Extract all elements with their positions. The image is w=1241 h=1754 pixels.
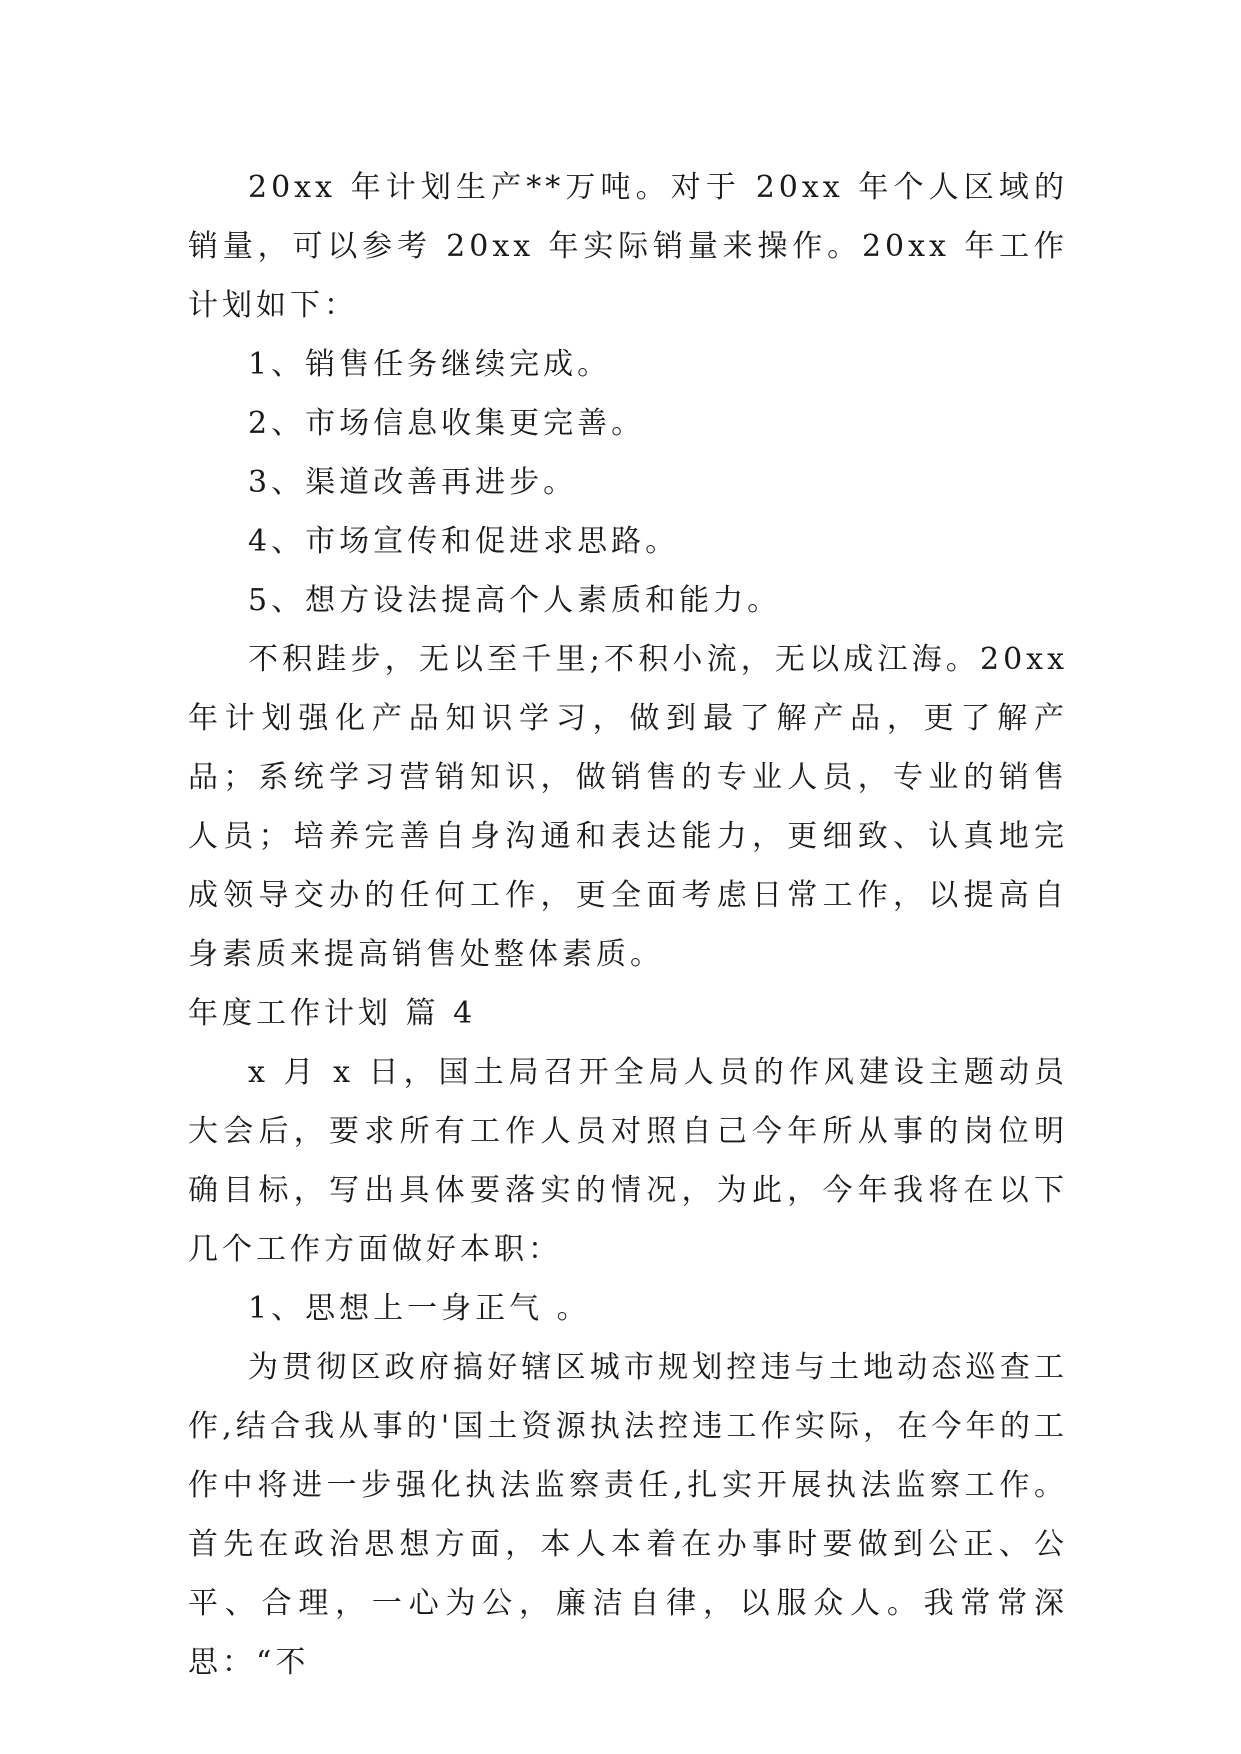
- paragraph-enforcement: 为贯彻区政府搞好辖区城市规划控违与土地动态巡查工作,结合我从事的'国土资源执法控违工作实际，在今年的工作中将进一步强化执法监察责任,扎实开展执法监察工作。首先在政治思想方面，本人本着在办事时要做到公正、公平、合理，一心为公，廉洁自律，以服众人。我常常深思：“不: [188, 1350, 1068, 1680]
- list-item-ideology: 1、思想上一身正气 。: [248, 1291, 591, 1326]
- section-heading: 年度工作计划 篇 4: [188, 996, 477, 1031]
- paragraph-meeting: x 月 x 日，国土局召开全局人员的作风建设主题动员大会后，要求所有工作人员对照自己今年所从事的岗位明确目标，写出具体要落实的情况，为此，今年我将在以下几个工作方面做好本职：: [188, 1055, 1068, 1267]
- list-item-personal-quality: 5、想方设法提高个人素质和能力。: [248, 583, 782, 618]
- list-item-promotion: 4、市场宣传和促进求思路。: [248, 524, 680, 559]
- paragraph-learning-plan: 不积跬步，无以至千里;不积小流，无以成江海。20xx 年计划强化产品知识学习，做到最了解产品，更了解产品；系统学习营销知识，做销售的专业人员，专业的销售人员；培养完善自身沟通和表达能力，更细致、认真地完成领导交办的任何工作，更全面考虑日常工作，以提高自身素质来提高销售处整体素质。: [188, 642, 1068, 972]
- list-item-channel: 3、渠道改善再进步。: [248, 465, 578, 500]
- list-item-sales-task: 1、销售任务继续完成。: [248, 347, 612, 382]
- document-body: [188, 158, 1068, 1692]
- list-item-market-info: 2、市场信息收集更完善。: [248, 406, 646, 441]
- paragraph-production-plan: 20xx 年计划生产**万吨。对于 20xx 年个人区域的销量，可以参考 20xx 年实际销量来操作。20xx 年工作计划如下：: [188, 170, 1068, 323]
